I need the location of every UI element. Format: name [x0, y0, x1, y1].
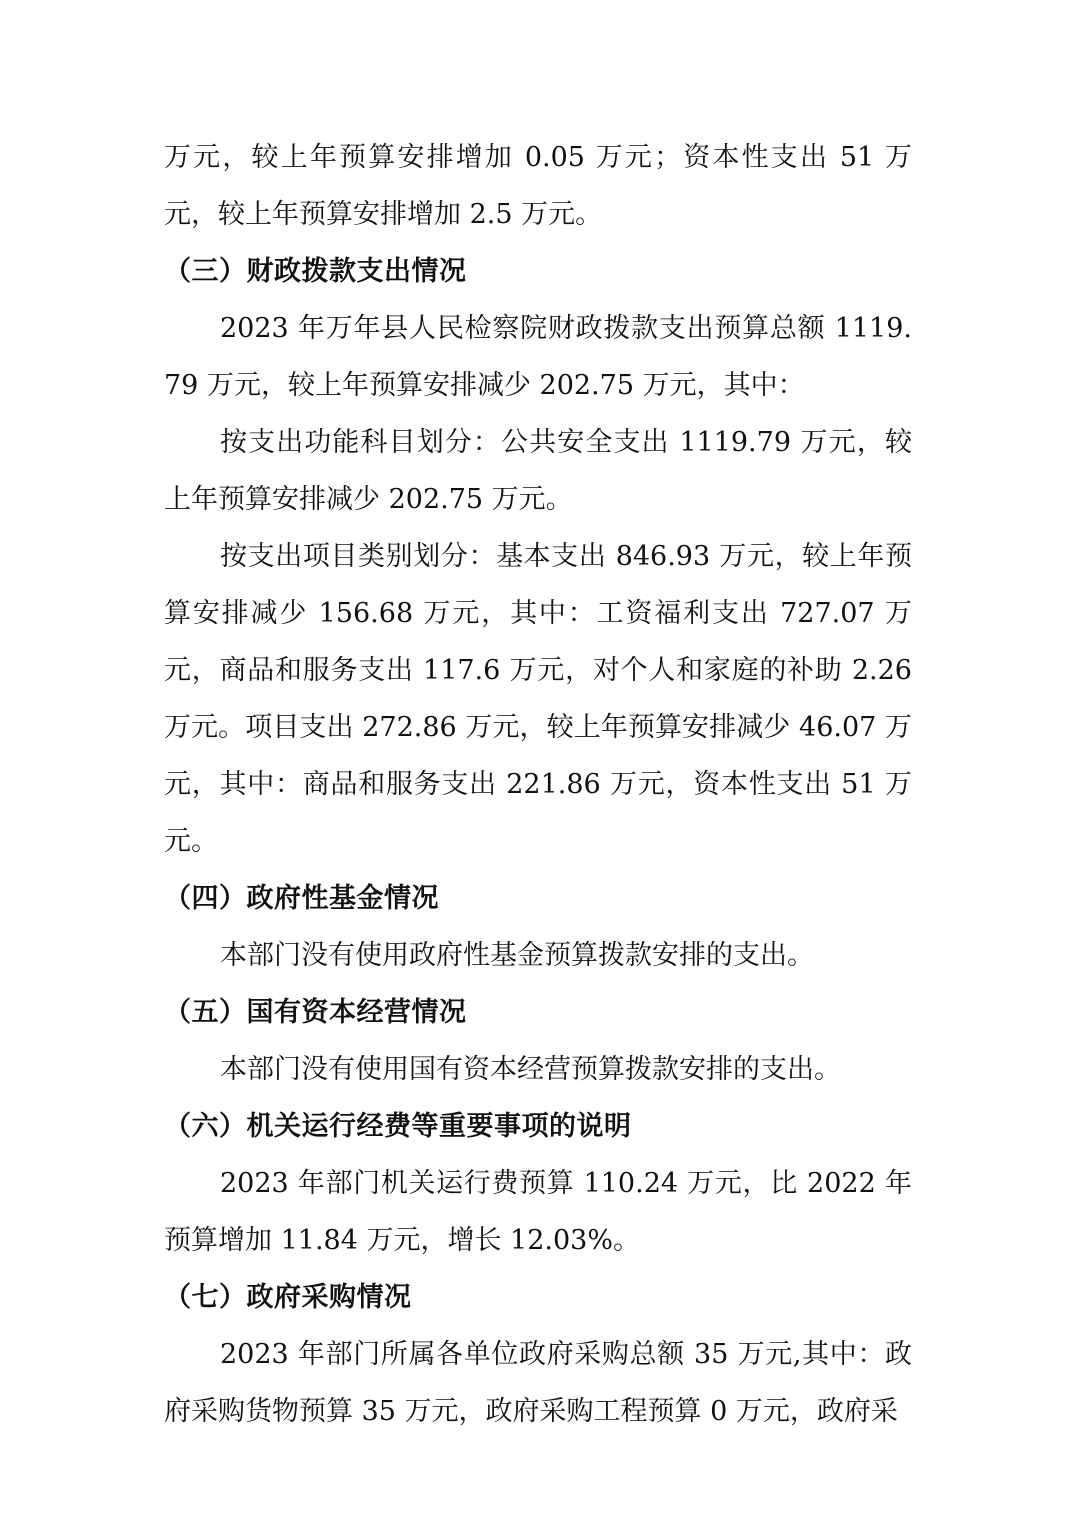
paragraph-project-classification: 按支出项目类别划分：基本支出 846.93 万元，较上年预算安排减少 156.68 万元，其中：工资福利支出 727.07 万元，商品和服务支出 117.6 万元，对个人和家庭的补助 2.26 万元。项目支出 272.86 万元，较上年预算安排减少 46.07 万元，其中：商品和服务支出 221.86 万元，资本性支出 51 万元。: [164, 541, 912, 857]
section-heading-state-capital: （五）国有资本经营情况: [164, 997, 467, 1028]
section-heading-operating-costs: （六）机关运行经费等重要事项的说明: [164, 1111, 632, 1142]
paragraph-total-expenditure: 2023 年万年县人民检察院财政拨款支出预算总额 1119.79 万元，较上年预算安排减少 202.75 万元，其中：: [164, 313, 912, 401]
section-heading-government-fund: （四）政府性基金情况: [164, 883, 439, 914]
document-body: [164, 129, 912, 1440]
paragraph-operating-costs: 2023 年部门机关运行费预算 110.24 万元，比 2022 年预算增加 11.84 万元，增长 12.03%。: [164, 1168, 912, 1256]
paragraph-carryover: 万元，较上年预算安排增加 0.05 万元；资本性支出 51 万元，较上年预算安排增加 2.5 万元。: [164, 142, 912, 230]
section-heading-fiscal-expenditure: （三）财政拨款支出情况: [164, 256, 467, 287]
paragraph-functional-classification: 按支出功能科目划分：公共安全支出 1119.79 万元，较上年预算安排减少 202.75 万元。: [164, 427, 912, 515]
paragraph-procurement: 2023 年部门所属各单位政府采购总额 35 万元,其中：政府采购货物预算 35 万元，政府采购工程预算 0 万元，政府采: [164, 1339, 912, 1427]
paragraph-government-fund: 本部门没有使用政府性基金预算拨款安排的支出。: [220, 940, 814, 971]
section-heading-procurement: （七）政府采购情况: [164, 1282, 412, 1313]
paragraph-state-capital: 本部门没有使用国有资本经营预算拨款安排的支出。: [220, 1054, 841, 1085]
